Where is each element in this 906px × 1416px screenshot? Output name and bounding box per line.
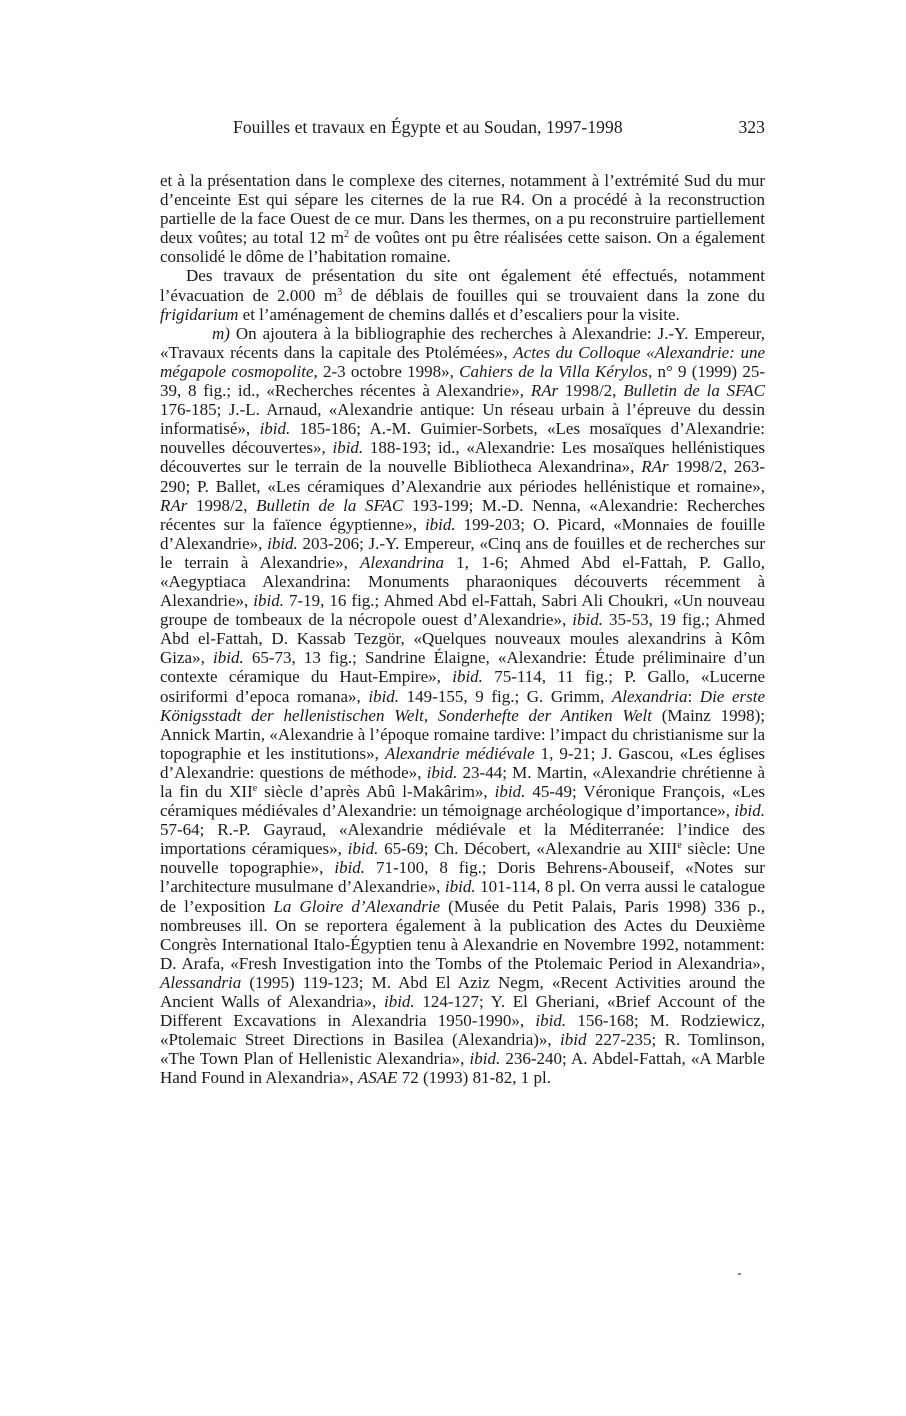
- text-run: , 2-3 octobre 1998»,: [313, 361, 460, 381]
- text-run: (1995) 119-123; M. Abd El Aziz Negm, «Recent Activities around the Ancient Walls of Alexandria»,: [160, 972, 765, 1012]
- text-run: 35-53, 19 fig.; Ahmed Abd el-Fattah, D. Kassab Tezgör, «Quelques nouveaux moules alexandrins à Kôm Giza»,: [160, 610, 765, 668]
- italic-text: ibid.: [213, 648, 244, 668]
- superscript: e: [677, 840, 682, 852]
- italic-text: ibid.: [347, 839, 379, 859]
- superscript: 2: [344, 229, 350, 241]
- text-run: 156-168; M. Rodziewicz, «Ptolemaic Street Directions in Basilea (Alexandria)»,: [160, 1011, 765, 1050]
- text-run: 185-186; A.-M. Guimier-Sorbets, «Les mosaïques d’Alexandrie: nouvelles découvertes»,: [160, 419, 765, 458]
- text-run: 65-69; Ch. Décobert, «Alexandrie au XIII: [378, 839, 678, 859]
- text-run: (Mainz 1998); Annick Martin, «Alexandrie à l’époque romaine tardive: l’impact du christianisme sur la topographie et les institutions»,: [160, 705, 765, 763]
- italic-text: frigidarium: [160, 304, 239, 324]
- text-run: 101-114, 8 pl. On verra aussi le catalogue de l’exposition: [160, 877, 765, 916]
- paragraph: [160, 266, 765, 323]
- text-run: 75-114, 11 fig.; P. Gallo, «Lucerne osiriformi d’epoca romana»,: [160, 667, 765, 706]
- italic-text: ibid.: [426, 762, 458, 782]
- text-run: :: [687, 686, 700, 706]
- text-run: 1, 1-6; Ahmed Abd el-Fattah, P. Gallo, «Aegyptiaca Alexandrina: Monuments pharaoniques découverts récemment à Alexandrie»,: [160, 552, 765, 611]
- text-run: et à la présentation dans le complexe des citernes, notamment à l’extrémité Sud du mur d’enceinte Est qui sépare les citernes de la rue R4. On a procédé à la reconstruction partielle de la face Ouest de ce mur. Dans les thermes, on a pu reconstruire partiellement deux voûtes; au total 12 m: [160, 171, 765, 248]
- italic-text: ibid.: [253, 591, 284, 611]
- text-run: 124-127; Y. El Gheriani, «Brief Account of the Different Excavations in Alexandria 1950-1990»,: [160, 992, 765, 1031]
- italic-text: ibid.: [332, 438, 364, 458]
- italic-text: ibid.: [535, 1011, 567, 1031]
- text-run: On ajoutera à la bibliographie des recherches à Alexandrie: J.-Y. Empereur, «Travaux récents dans la capitale des Ptolémées»,: [160, 323, 765, 362]
- text-run: , n° 9 (1999) 25-39, 8 fig.; id., «Recherches récentes à Alexandrie»,: [160, 361, 765, 401]
- text-run: 45-49; Véronique François, «Les céramiques médiévales d’Alexandrie: un témoignage archéologique d’importance»,: [160, 782, 765, 821]
- text-run: de déblais de fouilles qui se trouvaient dans la zone du: [342, 285, 766, 305]
- italic-text: Bulletin de la SFAC: [256, 495, 404, 515]
- italic-text: Alexandrie médiévale: [384, 743, 535, 763]
- text-run: Des travaux de présentation du site ont également été effectués, notamment l’évacuation de 2.000 m: [160, 266, 765, 305]
- italic-text: ibid.: [259, 419, 291, 439]
- superscript: e: [252, 783, 258, 794]
- text-run: 1998/2,: [187, 495, 257, 515]
- italic-text: ibid.: [267, 533, 298, 553]
- text-run: 23-44; M. Martin, «Alexandrie chrétienne à la fin du XII: [160, 762, 766, 801]
- text-run: 71-100, 8 fig.; Doris Behrens-Abouseif, «Notes sur l’architecture musulmane d’Alexandrie»,: [160, 858, 765, 897]
- paragraph: [160, 324, 765, 1088]
- italic-text: ibid.: [424, 514, 456, 534]
- italic-text: ibid.: [469, 1049, 501, 1069]
- text-run: 57-64; R.-P. Gayraud, «Alexandrie médiévale et la Méditerranée: l’indice des importations céramiques»,: [160, 820, 765, 859]
- italic-text: ASAE: [357, 1068, 398, 1088]
- text-run: siècle d’après Abû l-Makârim»,: [257, 782, 495, 801]
- body-text: [160, 171, 765, 1088]
- text-run: 236-240; A. Abdel-Fattah, «A Marble Hand Found in Alexandria»,: [160, 1049, 765, 1088]
- italic-text: ibid.: [494, 782, 526, 801]
- text-run: 176-185; J.-L. Arnaud, «Alexandrie antique: Un réseau urbain à l’épreuve du dessin informatisé»,: [160, 400, 765, 439]
- italic-text: Alexandria: [611, 686, 688, 706]
- scan-speck: [738, 1273, 741, 1275]
- italic-text: Bulletin de la SFAC: [623, 381, 765, 401]
- italic-text: ibid.: [383, 992, 415, 1012]
- italic-text: Alexandrina: [360, 552, 445, 572]
- text-run: (Musée du Petit Palais, Paris 1998) 336 p., nombreuses ill. On se reportera également à la publication des Actes du Deuxième Congrès International Italo-Égyptien tenu à Alexandrie en Novembre 1992, notamment: D. Arafa, «Fresh Investigation into the Tombs of the Ptolemaic Period in Alexandria»,: [160, 896, 766, 973]
- text-run: 199-203; O. Picard, «Monnaies de fouille d’Alexandrie»,: [160, 514, 765, 553]
- paragraph: [160, 171, 765, 266]
- italic-text: RAr: [641, 457, 669, 477]
- italic-text: La Gloire d’Alexandrie: [273, 896, 441, 916]
- text-run: de voûtes ont pu être réalisées cette saison. On a également consolidé le dôme de l’habitation romaine.: [160, 228, 765, 267]
- italic-text: RAr: [530, 381, 559, 401]
- italic-text: Alessandria: [160, 972, 242, 992]
- text-run: 149-155, 9 fig.; G. Grimm,: [399, 686, 612, 706]
- italic-text: RAr: [160, 495, 188, 515]
- running-head: [160, 117, 765, 141]
- italic-text: ibid.: [334, 858, 366, 878]
- italic-text: m): [212, 323, 230, 343]
- text-run: siècle: Une nouvelle topographie»,: [160, 839, 765, 878]
- italic-text: Die erste Königsstadt der hellenistischen Welt, Sonderhefte der Antiken Welt: [160, 686, 766, 725]
- italic-text: ibid.: [572, 610, 603, 630]
- text-run: 65-73, 13 fig.; Sandrine Élaigne, «Alexandrie: Étude préliminaire d’un contexte céramique du Haut-Empire»,: [160, 648, 765, 687]
- text-run: 72 (1993) 81-82, 1 pl.: [397, 1068, 551, 1088]
- italic-text: ibid.: [734, 801, 765, 821]
- italic-text: Actes du Colloque «Alexandrie: une mégapole cosmopolite: [160, 342, 765, 381]
- text-run: et l’aménagement de chemins dallés et d’escaliers pour la visite.: [238, 304, 680, 324]
- text-run: 1998/2,: [558, 381, 624, 401]
- text-run: 1, 9-21; J. Gascou, «Les églises d’Alexandrie: questions de méthode»,: [160, 743, 765, 782]
- text-run: 193-199; M.-D. Nenna, «Alexandrie: Recherches récentes sur la faïence égyptienne»,: [160, 495, 765, 534]
- italic-text: Cahiers de la Villa Kérylos: [459, 361, 648, 381]
- italic-text: ibid.: [444, 877, 476, 897]
- page-number: 323: [738, 117, 765, 137]
- text-run: 188-193; id., «Alexandrie: Les mosaïques hellénistiques découvertes sur le terrain de la nouvelle Bibliotheca Alexandrina»,: [160, 438, 765, 477]
- text-run: 7-19, 16 fig.; Ahmed Abd el-Fattah, Sabri Ali Choukri, «Un nouveau groupe de tombeaux de la nécropole ouest d’Alexandrie»,: [160, 591, 765, 630]
- superscript: 3: [337, 286, 343, 298]
- text-run: 227-235; R. Tomlinson, «The Town Plan of Hellenistic Alexandria»,: [160, 1030, 765, 1069]
- italic-text: ibid.: [368, 686, 400, 706]
- italic-text: ibid.: [452, 667, 483, 687]
- text-run: 1998/2, 263-290; P. Ballet, «Les céramiques d’Alexandrie aux périodes hellénistique et romaine»,: [160, 457, 766, 496]
- text-run: 203-206; J.-Y. Empereur, «Cinq ans de fouilles et de recherches sur le terrain à Alexandrie»,: [160, 533, 765, 572]
- running-head-title: Fouilles et travaux en Égypte et au Soudan, 1997-1998: [233, 117, 623, 137]
- italic-text: ibid: [560, 1030, 587, 1050]
